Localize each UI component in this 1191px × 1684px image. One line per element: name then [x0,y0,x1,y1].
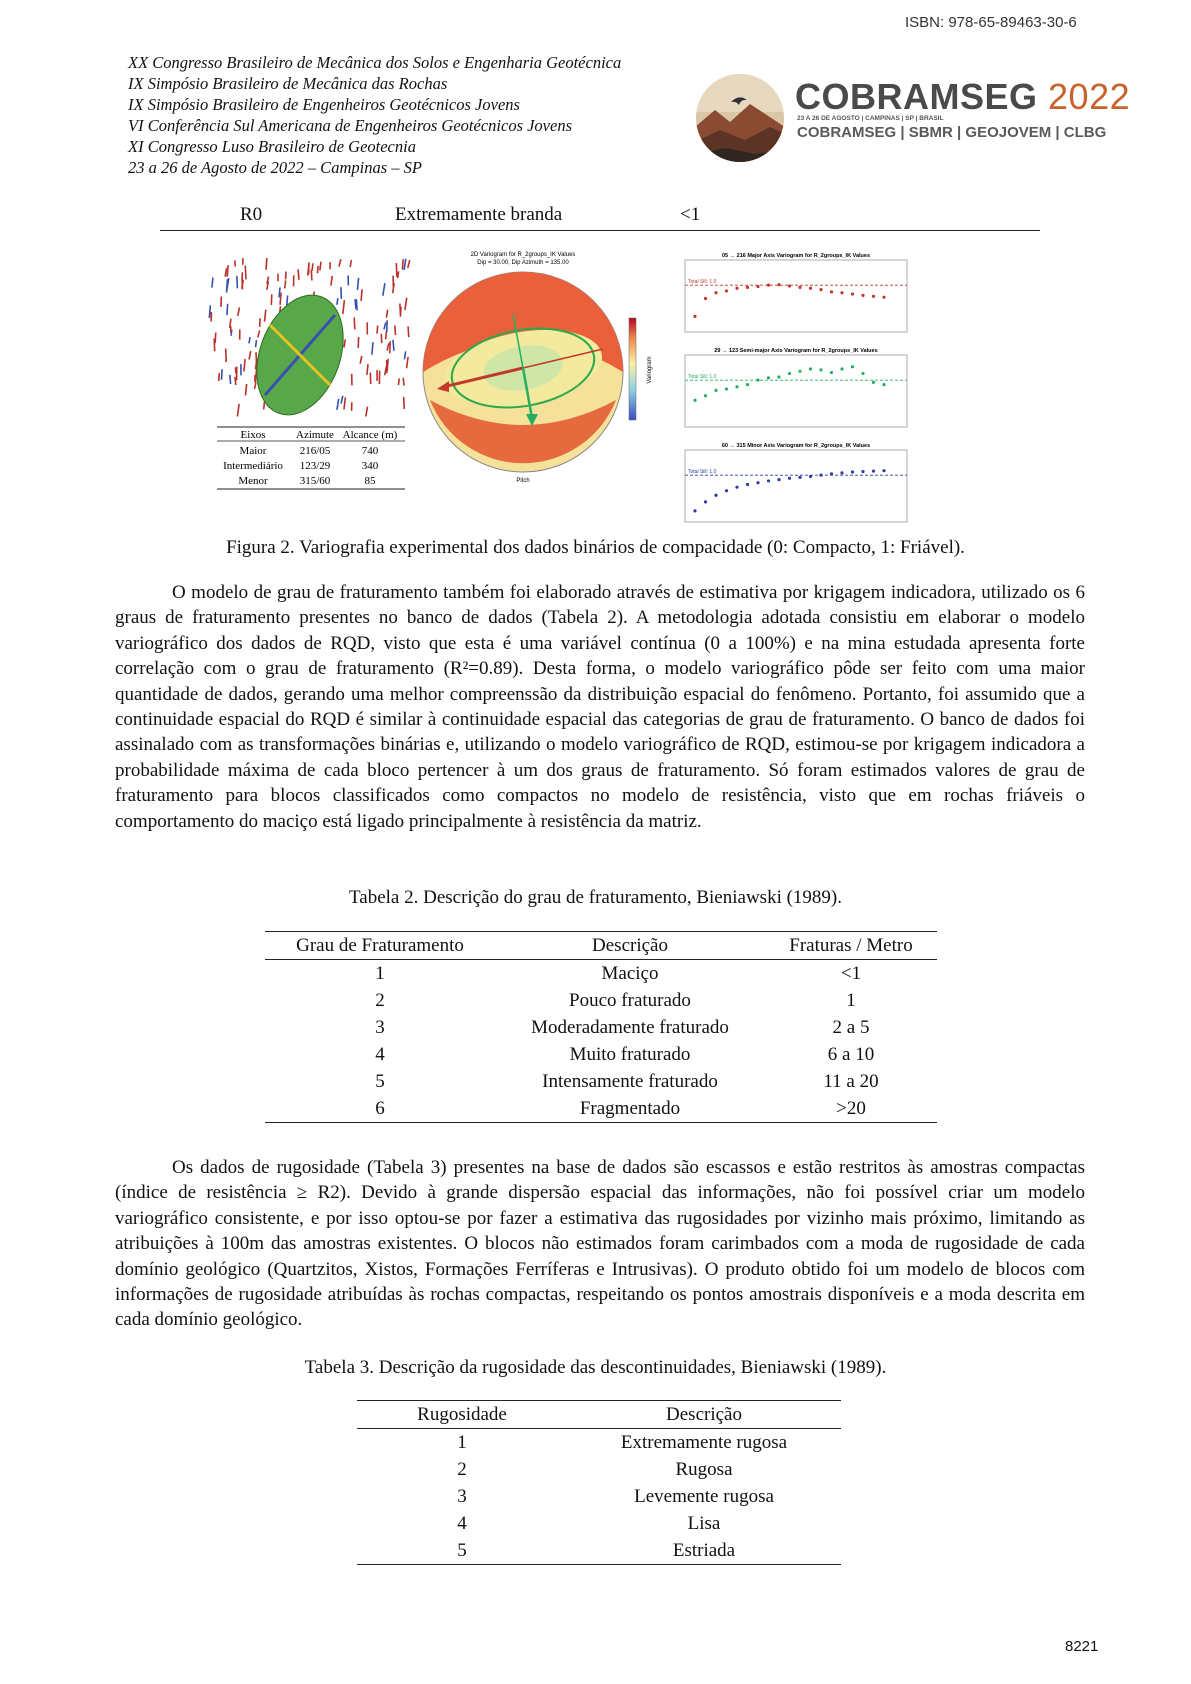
discontinuity-mark [264,402,265,409]
discontinuity-mark [227,265,228,276]
variogram-point [809,287,812,290]
sill-label: Total Sill: 1.0 [688,279,717,286]
discontinuity-mark [398,378,399,385]
isbn: ISBN: 978-65-89463-30-6 [905,14,1077,31]
paragraph: Os dados de rugosidade (Tabela 3) presentes na base de dados são escassos e estão restritos às amostras compactas (índice de resistência ≥ R2). Devido à grande dispersão espacial das informações, não foi possível criar um modelo variográfico consistente, e por isso optou-se por fazer a estimativa das rugosidades por vizinho mais próximo, limitando as atribuições à 100m das amostras existentes. O blocos não estimados foram carimbados com a moda de rugosidade de cada domínio geológico (Quartzitos, Xistos, Formações Ferríferas e Intrusivas). O produto obtido foi um modelo de blocos com informações de rugosidade atribuídas às rochas compactas, respeitando os pontos amostrais disponíveis e a moda descrita em cada domínio geológico. [115,1157,1085,1331]
discontinuity-mark [402,259,403,269]
discontinuity-mark [209,305,210,318]
previous-table-last-row [160,204,1040,231]
table-cell: Muito fraturado [569,1043,691,1065]
table-cell: 1 [457,1431,467,1453]
discontinuity-mark [244,359,245,371]
variogram-point [788,284,791,287]
discontinuity-mark [254,383,255,389]
table-row [265,1068,937,1095]
discontinuity-mark [285,280,286,288]
table-row [357,1537,841,1565]
variogram-point [819,288,822,291]
discontinuity-mark [279,287,280,297]
discontinuity-mark [246,384,247,396]
discontinuity-mark [337,298,338,305]
variogram-point [872,470,875,473]
polar-variogram-map [423,252,653,484]
table-row [357,1456,841,1483]
discontinuity-mark [384,322,386,329]
variogram-point [693,399,696,402]
discontinuity-mark [256,340,257,347]
variogram-point [798,370,801,373]
variogram-point [704,394,707,397]
table-cell: 3 [457,1485,467,1507]
conference-header [128,52,621,178]
variogram-point [735,385,738,388]
table-cell: Lisa [687,1512,721,1534]
variogram-point [735,486,738,489]
variogram-point [819,368,822,371]
table-cell: 4 [457,1512,467,1534]
variogram-point [840,367,843,370]
discontinuity-mark [331,276,332,286]
discontinuity-mark [344,340,345,348]
table-cell: 6 [375,1097,385,1119]
variogram-point [693,509,696,512]
discontinuity-mark [377,326,378,334]
variogram-point [735,287,738,290]
variogram-point [861,470,864,473]
discontinuity-mark [256,352,257,366]
table-3-caption: Tabela 3. Descrição da rugosidade das descontinuidades, Bieniawski (1989). [304,1357,887,1378]
discontinuity-mark [404,351,405,359]
variogram-point [882,383,885,386]
table-2-caption: Tabela 2. Descrição do grau de fraturamento, Bieniawski (1989). [348,887,843,908]
table-cell: 3 [375,1016,385,1038]
row-cell: Extremamente branda [395,204,563,225]
table-cell: 1 [375,962,385,984]
page-number: 8221 [1065,1638,1099,1655]
variogram-point [767,284,770,287]
discontinuity-mark [400,304,401,315]
variogram-point [746,286,749,289]
variogram-point [851,365,854,368]
variogram-point [882,296,885,299]
variogram-point [714,494,717,497]
discontinuity-mark [387,343,389,350]
discontinuity-mark [405,298,407,310]
axes-table-header: Eixos [240,429,266,441]
table-header: Rugosidade [417,1403,507,1425]
discontinuity-mark [221,369,222,379]
discontinuity-mark [354,317,355,329]
axes-table-cell: Maior [239,445,267,457]
discontinuity-mark [312,263,313,270]
discontinuity-mark [403,378,404,386]
axes-table-cell: 85 [364,475,376,487]
table-3 [357,1400,841,1565]
discontinuity-mark [372,342,373,354]
discontinuity-mark [266,258,267,270]
discontinuity-mark [357,278,358,290]
variogram-point [746,383,749,386]
table-row [265,960,937,988]
variogram-point [767,376,770,379]
discontinuity-mark [225,268,226,276]
table-row [357,1429,841,1457]
discontinuity-mark [395,325,396,335]
axes-table-cell: 340 [361,460,379,472]
variogram-point [819,474,822,477]
sill-label: Total Sill: 1.0 [688,374,717,381]
discontinuity-mark [393,340,394,351]
discontinuity-mark [237,404,239,417]
discontinuity-mark [341,396,343,404]
discontinuity-mark [355,299,356,309]
figure-2 [205,250,995,534]
discontinuity-mark [339,259,341,266]
variogram-point [767,479,770,482]
variogram-point [872,381,875,384]
header-line: 23 a 26 de Agosto de 2022 – Campinas – SP [128,158,422,177]
variogram-point [830,290,833,293]
row-cell: <1 [680,204,701,225]
variogram-point [872,295,875,298]
variogram-point [830,472,833,475]
table-2 [265,931,937,1123]
table-cell: 5 [457,1539,467,1561]
variogram-point [756,285,759,288]
table-header: Grau de Fraturamento [296,934,464,956]
paragraph: O modelo de grau de fraturamento também foi elaborado através de estimativa por krigagem indicadora, utilizado os 6 graus de fraturamento presentes no banco de dados (Tabela 2). A metodologia adotada consistiu em elaborar o modelo variográfico dos dados de RQD, visto que esta é uma variável contínua (0 a 100%) e na mina estudada apresenta forte correlação com o grau de fraturamento (R²=0.89). Desta forma, o modelo variográfico pôde ser feito com uma maior quantidade de dados, gerando uma melhor compreenssão da distribuição espacial do fenômeno. Portanto, foi assumido que a continuidade espacial do RQD é similar à continuidade espacial das categorias de grau de fraturamento. O banco de dados foi assinalado com as transformações binárias e, utilizando o modelo variográfico de RQD, estimou-se por krigagem indicadora a probabilidade máxima de cada bloco pertencer à um dos graus de fraturamento. Só foram estimados valores de grau de fraturamento para blocos classificados como compactos no modelo de resistência, visto que em rochas friáveis o comportamento do maciço está ligado principalmente à resistência da matriz. [115,582,1085,832]
table-row [357,1483,841,1510]
discontinuity-mark [311,270,312,281]
header-line: VI Conferência Sul Americana de Engenheiros Geotécnicos Jovens [128,116,573,135]
table-cell: Rugosa [675,1458,733,1480]
variogram-point [777,283,780,286]
discontinuity-mark [221,297,222,307]
table-cell: 1 [846,989,856,1011]
discontinuity-mark [360,356,362,364]
discontinuity-mark [337,399,339,410]
variogram-point [777,478,780,481]
discontinuity-mark [367,364,368,375]
variogram-frame [685,355,907,427]
discontinuity-mark [219,373,220,381]
variogram-point [756,379,759,382]
discontinuity-mark [235,377,236,385]
discontinuity-mark [237,276,238,288]
table-cell: 2 [457,1458,467,1480]
header-line: IX Simpósio Brasileiro de Engenheiros Geotécnicos Jovens [128,95,520,114]
axes-table-header: Alcance (m) [342,429,398,441]
table-row [265,1041,937,1068]
table-cell: 5 [375,1070,385,1092]
discontinuity-mark [361,289,362,301]
discontinuity-mark [249,351,251,359]
discontinuity-mark [230,375,231,384]
variogram-point [861,372,864,375]
variogram-point [788,477,791,480]
discontinuity-mark [386,310,387,318]
variogram-title: 05 → 216 Major Axis Variogram for R_2groups_IK Values [721,253,871,259]
logo-title: COBRAMSEG 2022 [795,76,1131,117]
polar-title: 2D Variogram for R_2groups_IK Values [470,252,576,258]
discontinuity-mark [227,304,228,315]
polar-subtitle: Dip = 30.00, Dip Azimuth = 135.00 [477,260,569,266]
axes-table-header: Azimute [296,429,334,441]
axes-table-cell: 315/60 [299,475,331,487]
table-row [265,1014,937,1041]
directional-variograms [685,253,907,522]
axes-table-cell: Menor [238,475,268,487]
variogram-point [693,315,696,318]
variogram-frame [685,450,907,522]
table-cell: Extremamente rugosa [620,1431,788,1453]
variogram-point [714,389,717,392]
table-cell: >20 [836,1097,866,1119]
variogram-point [851,292,854,295]
table-header: Fraturas / Metro [789,934,913,956]
discontinuity-mark [343,300,344,314]
variogram-point [882,469,885,472]
discontinuity-mark [404,397,405,409]
discontinuity-mark [280,293,281,305]
axes-table-cell: 216/05 [299,445,331,457]
logo-dates: 23 A 26 DE AGOSTO | CAMPINAS | SP | BRASIL [797,115,944,122]
axes-table-cell: 740 [361,445,379,457]
table-cell: 2 [375,989,385,1011]
axes-table [217,427,405,489]
variogram-point [725,489,728,492]
table-cell: Maciço [601,962,659,984]
discontinuity-mark [407,357,409,368]
row-cell: R0 [240,204,263,225]
table-cell: Intensamente fraturado [542,1070,718,1092]
table-cell: <1 [840,962,862,984]
variogram-point [861,294,864,297]
variogram-point [851,470,854,473]
colorbar-label: Variogram [647,356,653,384]
discontinuity-mark [404,259,406,270]
table-cell: 4 [375,1043,385,1065]
discontinuity-mark [398,271,399,278]
variogram-point [756,481,759,484]
table-header: Descrição [666,1403,742,1425]
variogram-title: 29 → 123 Semi-major Axis Variogram for R_2groups_IK Values [714,348,878,354]
table-cell: Fragmentado [579,1097,681,1119]
variogram-point [809,367,812,370]
table-cell: 11 a 20 [823,1070,879,1092]
variogram-point [714,291,717,294]
discontinuity-mark [249,337,250,343]
discontinuity-mark [387,320,388,332]
header-line: IX Simpósio Brasileiro de Mecânica das Rochas [128,74,448,93]
table-row [265,1095,937,1123]
table-cell: Pouco fraturado [569,989,691,1011]
table-row [357,1510,841,1537]
variogram-point [798,286,801,289]
figure-caption: Figura 2. Variografia experimental dos dados binários de compacidade (0: Compacto, 1: Friável). [226,537,965,558]
table-row [265,987,937,1014]
variogram-point [746,483,749,486]
table-header-row [357,1401,841,1429]
variogram-point [798,476,801,479]
discontinuity-mark [344,397,345,409]
axes-table-cell: Intermediário [223,460,283,472]
sill-label: Total Sill: 1.0 [688,469,717,476]
discontinuity-mark [350,260,351,267]
variogram-point [840,471,843,474]
variogram-point [830,371,833,374]
variogram-point [725,289,728,292]
discontinuity-mark [226,348,227,362]
discontinuity-mark [320,262,321,271]
header-line: XI Congresso Luso Brasileiro de Geotecnia [128,137,416,156]
variogram-point [788,372,791,375]
variogram-point [704,297,707,300]
ellipsoid-panel [209,258,409,427]
variogram-point [840,291,843,294]
variogram-title: 60 → 315 Minor Axis Variogram for R_2groups_IK Values [721,443,871,449]
table-cell: 2 a 5 [832,1016,870,1038]
discontinuity-mark [264,310,265,322]
table-header-row [265,932,937,960]
variogram-point [704,500,707,503]
logo-orgs: COBRAMSEG | SBMR | GEOJOVEM | CLBG [797,124,1107,141]
table-cell: Moderadamente fraturado [531,1016,729,1038]
variogram-point [725,387,728,390]
discontinuity-mark [366,407,368,417]
table-cell: Estriada [672,1539,736,1561]
discontinuity-mark [215,333,216,343]
discontinuity-mark [212,277,213,287]
discontinuity-mark [298,269,299,279]
discontinuity-mark [238,307,240,316]
discontinuity-mark [408,260,410,268]
polar-xlabel: Pitch [516,478,530,484]
discontinuity-mark [317,266,318,273]
axes-table-cell: 123/29 [299,460,331,472]
table-cell: 6 a 10 [827,1043,875,1065]
discontinuity-mark [245,266,246,280]
table-header: Descrição [592,934,668,956]
variogram-point [809,475,812,478]
table-cell: Levemente rugosa [634,1485,774,1507]
variogram-point [777,375,780,378]
discontinuity-mark [258,330,260,337]
header-line: XX Congresso Brasileiro de Mecânica dos Solos e Engenharia Geotécnica [128,53,622,72]
discontinuity-mark [383,283,385,296]
discontinuity-mark [408,326,409,337]
